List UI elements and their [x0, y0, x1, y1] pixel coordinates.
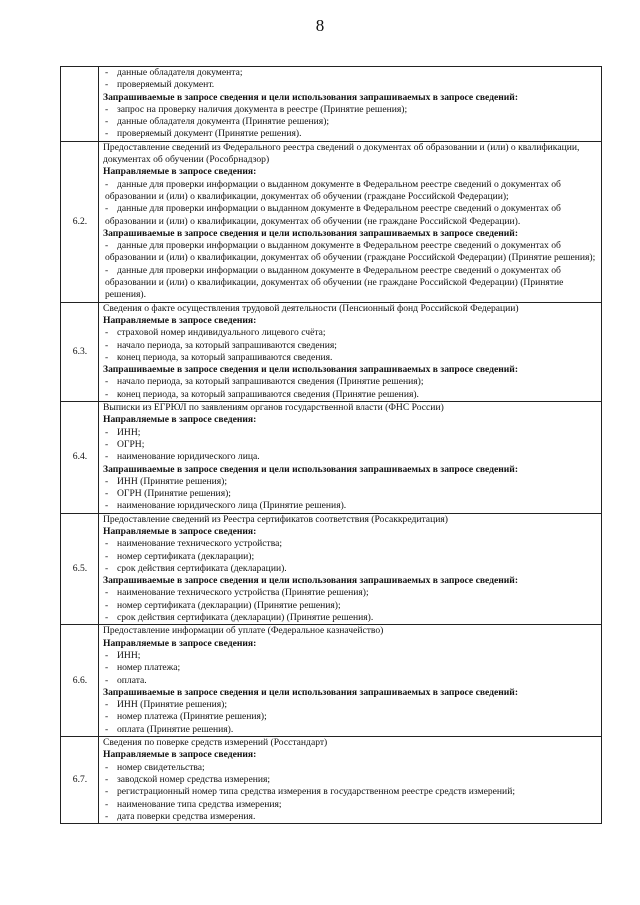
list-item: - ИНН;: [103, 650, 598, 662]
list-item: - наименование юридического лица.: [103, 451, 598, 463]
list-item: - наименование технического устройства (Принятие решения);: [103, 587, 598, 599]
list-item: - проверяемый документ.: [103, 79, 598, 91]
list-item: - срок действия сертификата (декларации) (Принятие решения).: [103, 612, 598, 624]
row-content: [99, 625, 602, 737]
section-heading: Направляемые в запросе сведения:: [103, 314, 257, 326]
list-item: - оплата.: [103, 675, 598, 687]
row-number: [61, 67, 99, 142]
row-number: 6.6.: [61, 625, 99, 737]
section-heading: Направляемые в запросе сведения:: [103, 749, 257, 761]
row-title: Предоставление информации об уплате (Федеральное казначейство): [103, 625, 384, 637]
list-item: - номер свидетельства;: [103, 762, 598, 774]
row-number: 6.7.: [61, 737, 99, 824]
table-row: [61, 67, 602, 142]
list-item: - номер платежа;: [103, 662, 598, 674]
list-item: - конец периода, за который запрашиваются сведения (Принятие решения).: [103, 389, 598, 401]
section-heading: Запрашиваемые в запросе сведения и цели использования запрашиваемых в запросе сведений:: [103, 463, 519, 475]
table-row: [61, 302, 602, 401]
section-heading: Запрашиваемые в запросе сведения и цели использования запрашиваемых в запросе сведений:: [103, 575, 519, 587]
list-item: - ОГРН (Принятие решения);: [103, 488, 598, 500]
list-item: - номер сертификата (декларации) (Принятие решения);: [103, 600, 598, 612]
row-title: Сведения по поверке средств измерений (Росстандарт): [103, 737, 328, 749]
list-item: - дата поверки средства измерения.: [103, 811, 598, 823]
list-item: - наименование технического устройства;: [103, 538, 598, 550]
row-title: Сведения о факте осуществления трудовой деятельности (Пенсионный фонд Российской Федерации): [103, 302, 519, 314]
section-heading: Направляемые в запросе сведения:: [103, 166, 257, 178]
list-item: - данные обладателя документа;: [103, 67, 598, 79]
section-heading: Запрашиваемые в запросе сведения и цели использования запрашиваемых в запросе сведений:: [103, 364, 519, 376]
row-number: 6.3.: [61, 302, 99, 401]
row-title: Предоставление сведений из Реестра сертификатов соответствия (Росаккредитация): [103, 513, 448, 525]
row-number: 6.4.: [61, 402, 99, 514]
list-item: - оплата (Принятие решения).: [103, 724, 598, 736]
section-heading: Направляемые в запросе сведения:: [103, 525, 257, 537]
table-row: [61, 141, 602, 302]
list-item: - данные обладателя документа (Принятие решения);: [103, 116, 598, 128]
section-heading: Направляемые в запросе сведения:: [103, 414, 257, 426]
list-item: - срок действия сертификата (декларации).: [103, 563, 598, 575]
table-row: [61, 737, 602, 824]
row-title: Выписки из ЕГРЮЛ по заявлениям органов государственной власти (ФНС России): [103, 402, 444, 414]
list-item: - данные для проверки информации о выданном документе в Федеральном реестре сведений о документах об образовании и (или) о квалификации, документах об обучении (не граждане Российской Федерации).: [103, 203, 598, 228]
list-item: - проверяемый документ (Принятие решения).: [103, 128, 598, 140]
list-item: - номер платежа (Принятие решения);: [103, 711, 598, 723]
list-item: - заводской номер средства измерения;: [103, 774, 598, 786]
row-content: [99, 67, 602, 142]
list-item: - ОГРН;: [103, 439, 598, 451]
list-item: - начало периода, за который запрашиваются сведения (Принятие решения);: [103, 376, 598, 388]
list-item: - наименование типа средства измерения;: [103, 799, 598, 811]
row-content: [99, 402, 602, 514]
row-content: [99, 737, 602, 824]
list-item: - ИНН (Принятие решения);: [103, 699, 598, 711]
list-item: - данные для проверки информации о выданном документе в Федеральном реестре сведений о документах об образовании и (или) о квалификации, документах об обучении (граждане Российской Федерации);: [103, 179, 598, 204]
row-number: 6.2.: [61, 141, 99, 302]
list-item: - конец периода, за который запрашиваются сведения.: [103, 352, 598, 364]
row-content: [99, 513, 602, 625]
table-row: [61, 625, 602, 737]
list-item: - наименование юридического лица (Принятие решения).: [103, 500, 598, 512]
list-item: - ИНН;: [103, 427, 598, 439]
section-heading: Направляемые в запросе сведения:: [103, 637, 257, 649]
list-item: - данные для проверки информации о выданном документе в Федеральном реестре сведений о документах об образовании и (или) о квалификации, документах об обучении (не граждане Российской Федерации) (Принятие решения).: [103, 265, 598, 302]
list-item: - страховой номер индивидуального лицевого счёта;: [103, 327, 598, 339]
section-heading: Запрашиваемые в запросе сведения и цели использования запрашиваемых в запросе сведений:: [103, 227, 519, 239]
page-number: 8: [315, 16, 325, 35]
table-row: [61, 402, 602, 514]
list-item: - данные для проверки информации о выданном документе в Федеральном реестре сведений о документах об образовании и (или) о квалификации, документах об обучении (граждане Российской Федерации) (Принятие решения);: [103, 240, 598, 265]
list-item: - номер сертификата (декларации);: [103, 551, 598, 563]
requests-table-body: [61, 67, 602, 824]
requests-table: [60, 66, 602, 824]
list-item: - ИНН (Принятие решения);: [103, 476, 598, 488]
row-number: 6.5.: [61, 513, 99, 625]
table-row: [61, 513, 602, 625]
row-content: [99, 302, 602, 401]
list-item: - регистрационный номер типа средства измерения в государственном реестре средств измерений;: [103, 786, 598, 798]
row-content: [99, 141, 602, 302]
row-title: Предоставление сведений из Федерального реестра сведений о документах об образовании и (или) о квалификации, документах об обучении (Рособрнадзор): [103, 141, 580, 166]
section-heading: Запрашиваемые в запросе сведения и цели использования запрашиваемых в запросе сведений:: [103, 91, 519, 103]
list-item: - запрос на проверку наличия документа в реестре (Принятие решения);: [103, 104, 598, 116]
list-item: - начало периода, за который запрашиваются сведения;: [103, 340, 598, 352]
section-heading: Запрашиваемые в запросе сведения и цели использования запрашиваемых в запросе сведений:: [103, 686, 519, 698]
